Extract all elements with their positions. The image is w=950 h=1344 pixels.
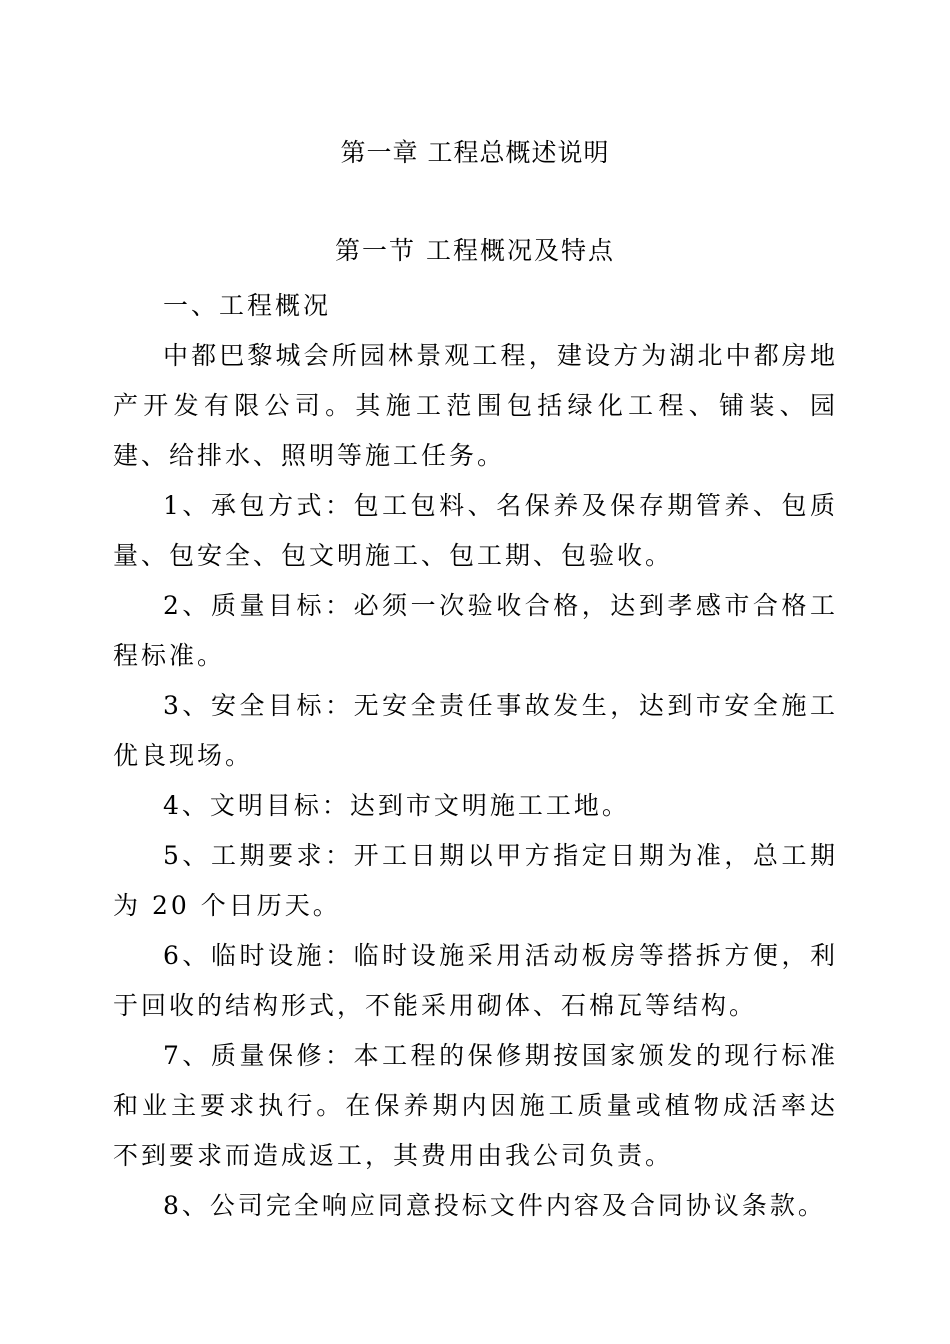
paragraph-quality-warranty: 7、质量保修：本工程的保修期按国家颁发的现行标准和业主要求执行。在保养期内因施工质量或植物成活率达不到要求而造成返工，其费用由我公司负责。 [113,1041,838,1170]
paragraph-civilization-target: 4、文明目标：达到市文明施工工地。 [163,791,630,820]
paragraph-temporary-facilities: 6、临时设施：临时设施采用活动板房等搭拆方便，利于回收的结构形式，不能采用砌体、石棉瓦等结构。 [113,941,838,1020]
paragraph-project-overview: 中都巴黎城会所园林景观工程，建设方为湖北中都房地产开发有限公司。其施工范围包括绿化工程、铺装、园建、给排水、照明等施工任务。 [113,341,838,470]
paragraph-safety-target: 3、安全目标：无安全责任事故发生，达到市安全施工优良现场。 [113,691,838,770]
paragraph-contract-method: 1、承包方式：包工包料、名保养及保存期管养、包质量、包安全、包文明施工、包工期、包验收。 [113,491,838,570]
document-body [113,281,838,1231]
subheading: 一、工程概况 [163,291,332,320]
paragraph-schedule-requirement: 5、工期要求：开工日期以甲方指定日期为准，总工期为 20 个日历天。 [113,841,838,920]
chapter-title: 第一章 工程总概述说明 [340,138,610,167]
paragraph-compliance: 8、公司完全响应同意投标文件内容及合同协议条款。 [163,1191,826,1220]
section-title: 第一节 工程概况及特点 [335,236,615,265]
paragraph-quality-target: 2、质量目标：必须一次验收合格，达到孝感市合格工程标准。 [113,591,838,670]
